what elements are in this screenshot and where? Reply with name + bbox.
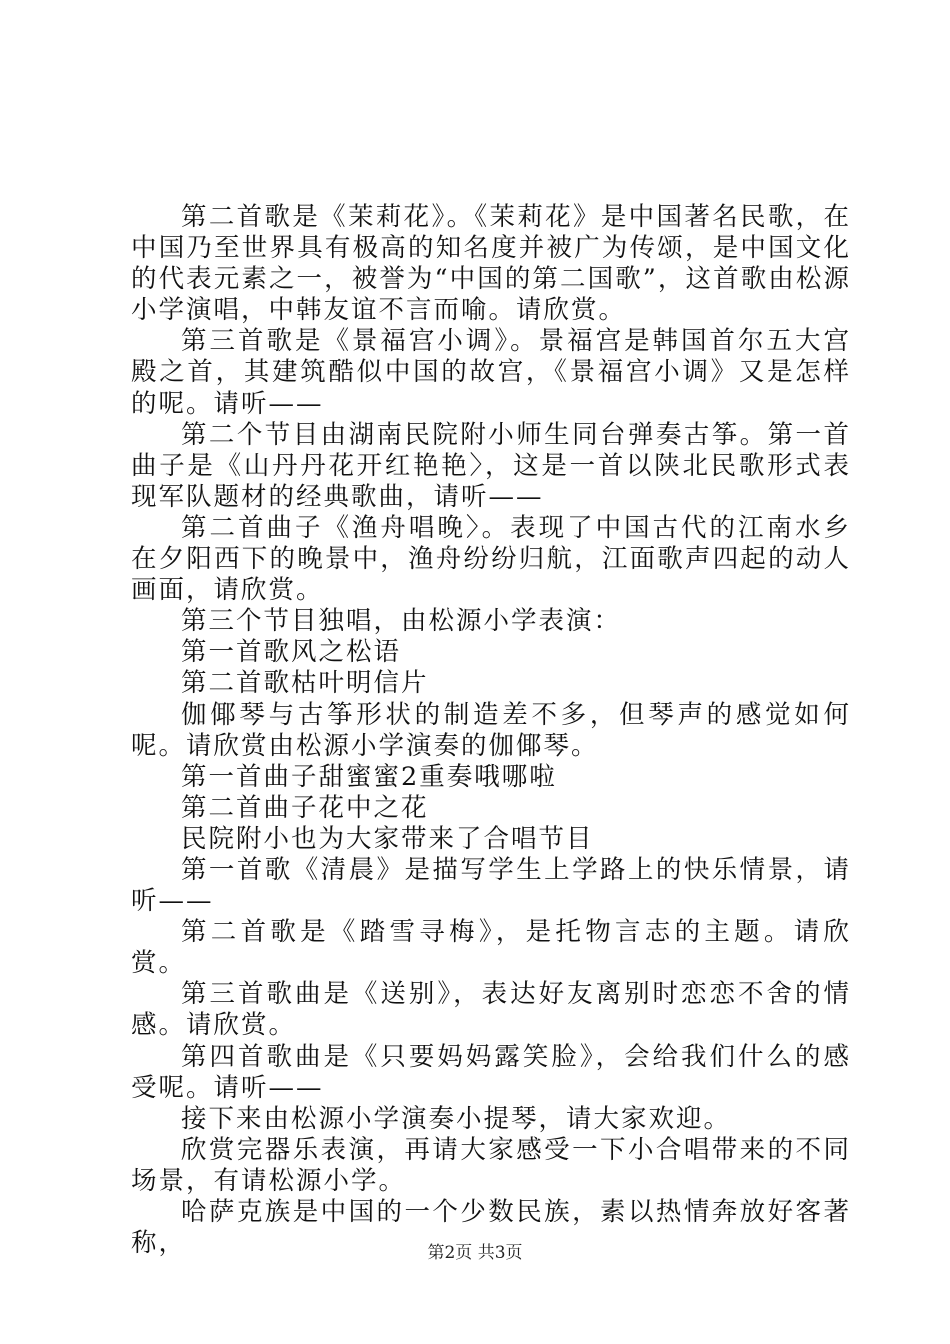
paragraph: 第二个节目由湖南民院附小师生同台弹奏古筝。第一首曲子是《山丹丹花开红艳艳〉，这是一首以陕北民歌形式表现军队题材的经典歌曲，请听—— — [131, 419, 851, 512]
paragraph: 第二首曲子花中之花 — [181, 792, 429, 823]
paragraph: 第二首歌枯叶明信片 — [181, 668, 429, 699]
page-number-footer: 第2页 共3页 — [427, 1243, 523, 1263]
paragraph: 哈萨克族是中国的一个少数民族，素以热情奔放好客著称， — [131, 1197, 851, 1259]
paragraph: 第三首歌是《景福宫小调》。景福宫是韩国首尔五大宫殿之首，其建筑酷似中国的故宫，《景福宫小调》又是怎样的呢。请听—— — [131, 326, 851, 419]
document-body — [131, 202, 851, 1259]
paragraph: 第一首歌风之松语 — [181, 637, 402, 668]
paragraph: 第二首曲子《渔舟唱晚〉。表现了中国古代的江南水乡在夕阳西下的晚景中，渔舟纷纷归航，江面歌声四起的动人画面，请欣赏。 — [131, 512, 851, 606]
paragraph: 第二首歌是《踏雪寻梅》，是托物言志的主题。请欣赏。 — [131, 917, 851, 979]
paragraph: 第三个节目独唱，由松源小学表演： — [181, 606, 622, 637]
paragraph: 第一首曲子甜蜜蜜2重奏哦哪啦 — [181, 761, 557, 792]
paragraph: 第二首歌是《茉莉花》。《茉莉花》是中国著名民歌，在中国乃至世界具有极高的知名度并被广为传颂，是中国文化的代表元素之一，被誉为“中国的第二国歌”，这首歌由松源小学演唱，中韩友谊不言而喻。请欣赏。 — [131, 202, 851, 326]
paragraph: 第一首歌《清晨》是描写学生上学路上的快乐情景，请听—— — [131, 854, 851, 917]
paragraph: 第四首歌曲是《只要妈妈露笑脸》，会给我们什么的感受呢。请听—— — [131, 1041, 851, 1103]
paragraph: 伽倻琴与古筝形状的制造差不多，但琴声的感觉如何呢。请欣赏由松源小学演奏的伽倻琴。 — [131, 699, 851, 761]
paragraph: 欣赏完器乐表演，再请大家感受一下小合唱带来的不同场景，有请松源小学。 — [131, 1134, 851, 1196]
paragraph: 民院附小也为大家带来了合唱节目 — [181, 823, 594, 854]
paragraph: 第三首歌曲是《送别》，表达好友离别时恋恋不舍的情感。请欣赏。 — [131, 979, 851, 1041]
paragraph: 接下来由松源小学演奏小提琴，请大家欢迎。 — [181, 1103, 732, 1134]
